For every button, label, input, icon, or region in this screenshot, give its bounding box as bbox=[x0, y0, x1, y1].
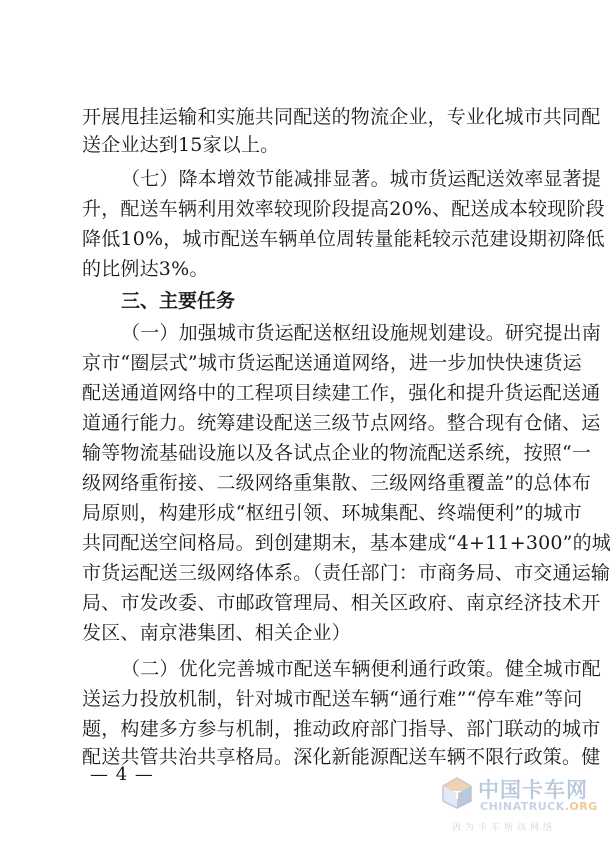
page-number: — 4 — bbox=[90, 764, 154, 785]
truck-logo-icon bbox=[440, 776, 474, 810]
body-line-7: （一）加强城市货运配送枢纽设施规划建设。研究提出南 bbox=[121, 322, 602, 344]
site-watermark bbox=[432, 770, 598, 840]
body-line-4: 升，配送车辆利用效率较现阶段提高20%、配送成本较现阶段 bbox=[82, 198, 605, 220]
body-line-15: 市货运配送三级网络体系。（责任部门：市商务局、市交通运输 bbox=[82, 562, 611, 584]
body-line-16: 局、市发改委、市邮政管理局、相关区政府、南京经济技术开 bbox=[82, 592, 601, 614]
body-line-5: 降低10%，城市配送车辆单位周转量能耗较示范建设期初降低 bbox=[82, 228, 605, 250]
body-line-12: 级网络重衔接、二级网络重集散、三级网络重覆盖”的总体布 bbox=[82, 472, 592, 494]
body-line-8: 京市“圈层式”城市货运配送通道网络，进一步加快快速货运 bbox=[82, 352, 582, 374]
body-line-13: 局原则，构建形成“枢纽引领、环城集配、终端便利”的城市 bbox=[82, 502, 582, 524]
body-line-11: 输等物流基础设施以及各试点企业的物流配送系统，按照“一 bbox=[82, 442, 592, 464]
body-line-9: 配送通道网络中的工程项目续建工作，强化和提升货运配送通 bbox=[82, 382, 601, 404]
body-line-19: 送运力投放机制，针对城市配送车辆“通行难”“停车难”等问 bbox=[82, 688, 583, 710]
watermark-slogan: 因为卡车所以网络 bbox=[452, 823, 557, 833]
svg-text:T: T bbox=[453, 789, 461, 802]
watermark-name-en-main: CHINATRUCK bbox=[480, 800, 565, 813]
section-heading: 三、主要任务 bbox=[121, 290, 236, 312]
watermark-name-cn: 中国卡车网 bbox=[478, 778, 588, 802]
body-line-3: （七）降本增效节能减排显著。城市货运配送效率显著提 bbox=[121, 168, 602, 190]
body-line-21: 配送共管共治共享格局。深化新能源配送车辆不限行政策。健 bbox=[82, 746, 601, 768]
body-line-10: 道通行能力。统筹建设配送三级节点网络。整合现有仓储、运 bbox=[82, 412, 601, 434]
body-line-18: （二）优化完善城市配送车辆便利通行政策。健全城市配 bbox=[121, 658, 602, 680]
watermark-name-en-suffix: .ORG bbox=[564, 800, 598, 813]
body-line-6: 的比例达3%。 bbox=[82, 258, 209, 280]
body-line-14: 共同配送空间格局。到创建期末，基本建成“4+11+300”的城 bbox=[82, 532, 611, 554]
body-line-17: 发区、南京港集团、相关企业） bbox=[82, 622, 351, 644]
body-line-1: 开展甩挂运输和实施共同配送的物流企业，专业化城市共同配 bbox=[82, 106, 601, 128]
body-line-2: 送企业达到15家以上。 bbox=[82, 134, 280, 156]
body-line-20: 题，构建多方参与机制，推动政府部门指导、部门联动的城市 bbox=[82, 718, 601, 740]
watermark-name-en bbox=[480, 800, 598, 813]
